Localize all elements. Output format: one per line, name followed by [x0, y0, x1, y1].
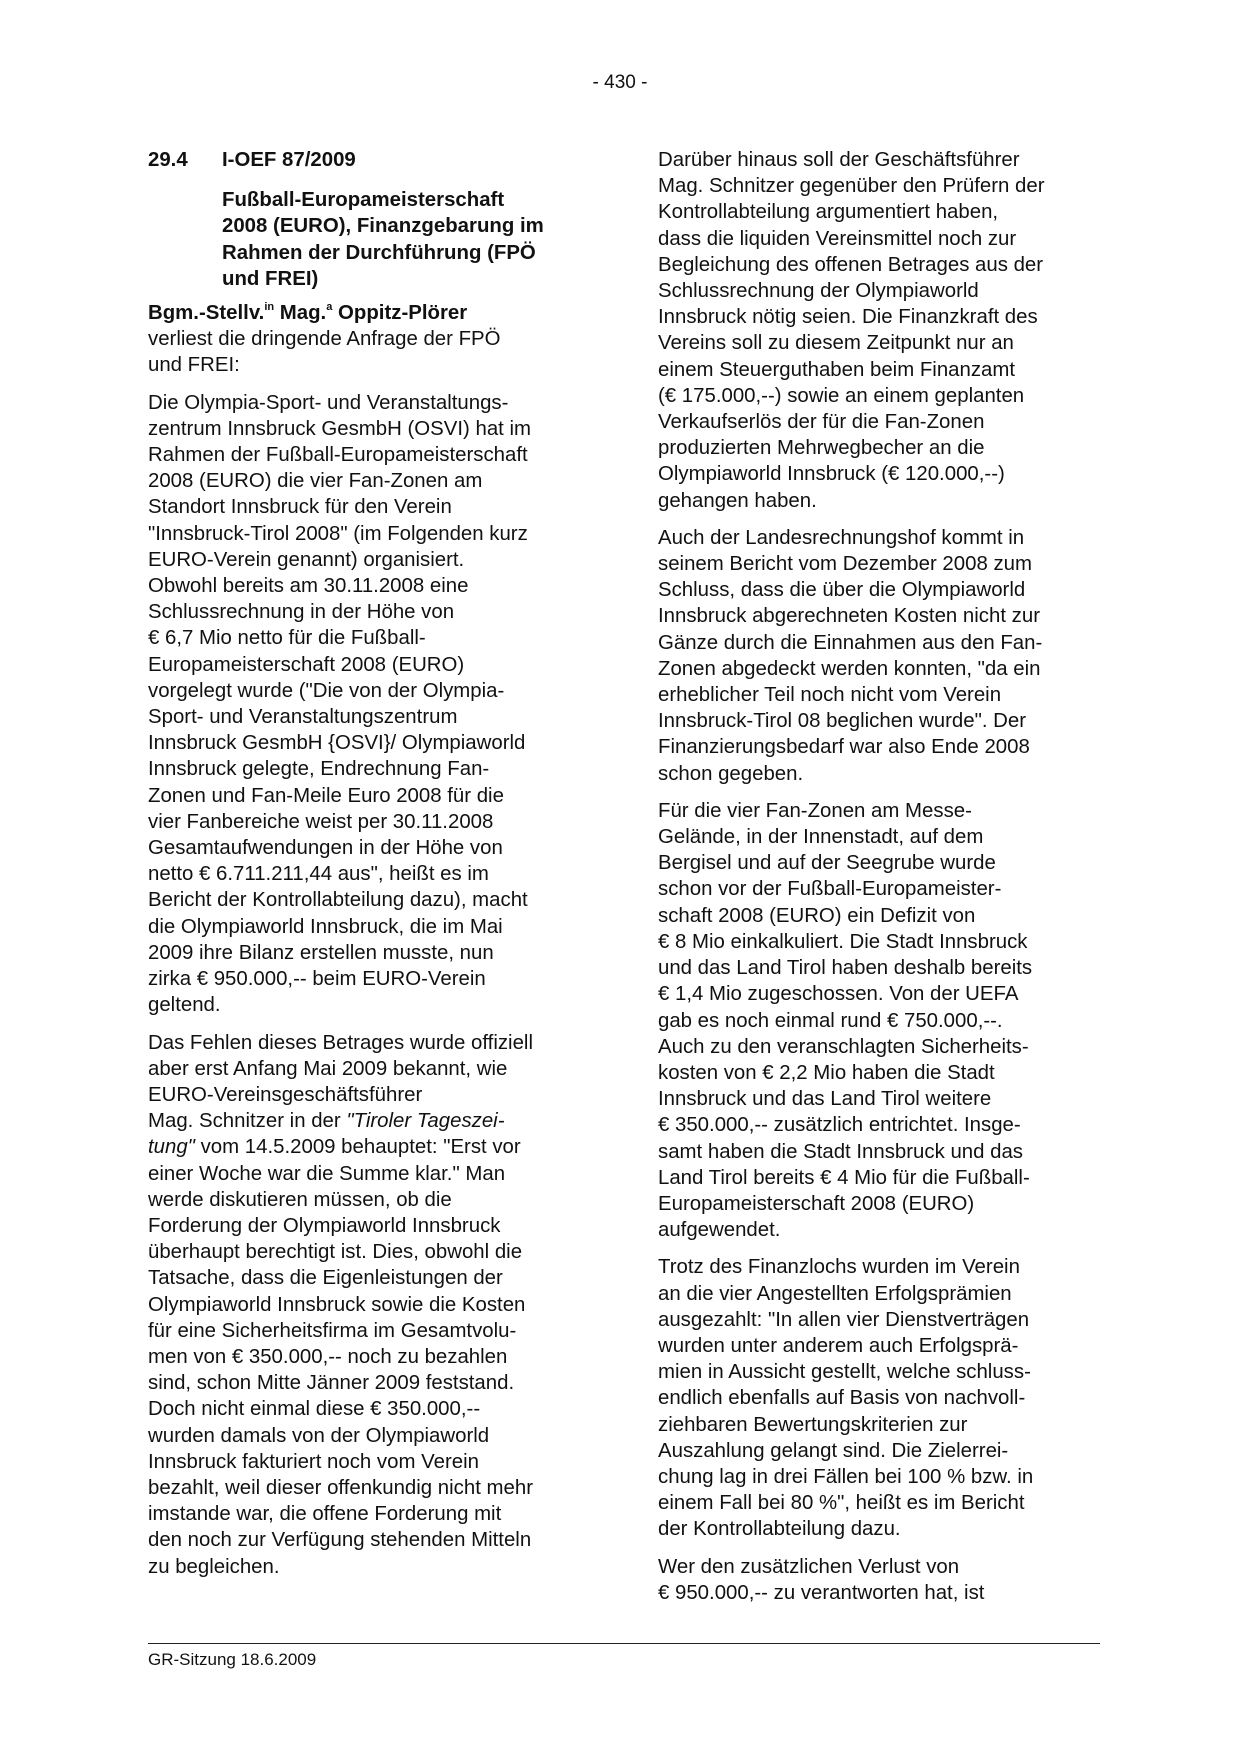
speaker-surname: Oppitz-Plörer [332, 302, 468, 325]
newspaper-name: "Tiroler Tageszei- tung" [148, 1110, 505, 1159]
item-subject: Fußball-Europameisterschaft 2008 (EURO), Finanzgebarung im Rahmen der Durchführung (FPÖ und FREI) [222, 189, 544, 290]
right-paragraph-4: Trotz des Finanzlochs wurden im Verein an die vier Angestellten Erfolgsprämien ausgezahlt: "In allen vier Dienstverträgen wurden unter anderem auch Erfolgsprä- mien in Aussicht gestellt, welche schluss- endlich ebenfalls auf Basis von nachvoll- ziehbaren Bewertungskriterien zur Auszahlung gelangt sind. Die Zielerrei- chung lag in drei Fällen bei 100 % bzw. in einem Fall bei 80 %", heißt es im Bericht der Kontrollabteilung dazu. [658, 1256, 1034, 1541]
item-heading [148, 147, 598, 173]
right-paragraph-3: Für die vier Fan-Zonen am Messe- Gelände, in der Innenstadt, auf dem Bergisel und auf der Seegrube wurde schon vor der Fußball-Europameister- schaft 2008 (EURO) ein Defizit von € 8 Mio einkalkuliert. Die Stadt Innsbruck und das Land Tirol haben deshalb bereits € 1,4 Mio zugeschossen. Von der UEFA gab es noch einmal rund € 750.000,--. Auch zu den veranschlagten Sicherheits- kosten von € 2,2 Mio haben die Stadt Innsbruck und das Land Tirol weitere € 350.000,-- zusätzlich entrichtet. Insge- samt haben die Stadt Innsbruck und das Land Tirol bereits € 4 Mio für die Fußball- Europameisterschaft 2008 (EURO) aufgewendet. [658, 799, 1033, 1242]
item-number: 29.4 [148, 149, 188, 171]
page-number: - 430 - [592, 72, 648, 93]
left-column [148, 147, 598, 1591]
speaker-sup-b: a [326, 301, 333, 314]
left-paragraph-2 [148, 1030, 598, 1580]
left-paragraph-2-text-a: Das Fehlen dieses Betrages wurde offiziell aber erst Anfang Mai 2009 bekannt, wie EURO-Vereinsgeschäftsführer Mag. Schnitzer in der [148, 1031, 533, 1133]
right-column [658, 147, 1110, 1617]
right-paragraph-1: Darüber hinaus soll der Geschäftsführer Mag. Schnitzer gegenüber den Prüfern der Kontrollabteilung argumentiert haben, dass die liquiden Vereinsmittel noch zur Begleichung des offenen Betrages aus der Schlussrechnung der Olympiaworld Innsbruck nötig seien. Die Finanzkraft des Vereins soll zu diesem Zeitpunkt nur an einem Steuerguthaben beim Finanzamt (€ 175.000,--) sowie an einem geplanten Verkaufserlös der für die Fan-Zonen produzierten Mehrwegbecher an die Olympiaworld Innsbruck (€ 120.000,--) gehangen haben. [658, 149, 1045, 512]
speaker-block [148, 300, 598, 379]
speaker-sup-a: in [264, 301, 275, 314]
right-paragraph-2: Auch der Landesrechnungshof kommt in seinem Bericht vom Dezember 2008 zum Schluss, dass die über die Olympiaworld Innsbruck abgerechneten Kosten nicht zur Gänze durch die Einnahmen aus den Fan- Zonen abgedeckt werden konnten, "da ein erheblicher Teil noch nicht vom Verein Innsbruck-Tirol 08 beglichen wurde". Der Finanzierungsbedarf war also Ende 2008 schon gegeben. [658, 526, 1043, 785]
speaker-title-a: Bgm.-Stellv. [148, 302, 265, 325]
footer-session-date: GR-Sitzung 18.6.2009 [148, 1650, 317, 1669]
right-paragraph-5: Wer den zusätzlichen Verlust von € 950.000,-- zu verantworten hat, ist [658, 1555, 985, 1604]
left-paragraph-2-text-b: vom 14.5.2009 behauptet: "Erst vor einer Woche war die Summe klar." Man werde diskutieren müssen, ob die Forderung der Olympiaworld Innsbruck überhaupt berechtigt ist. Dies, obwohl die Tatsache, dass die Eigenleistungen der Olympiaworld Innsbruck sowie die Kosten für eine Sicherheitsfirma im Gesamtvolu- men von € 350.000,-- noch zu bezahlen sind, schon Mitte Jänner 2009 feststand. Doch nicht einmal diese € 350.000,-- wurden damals von der Olympiaworld Innsbruck fakturiert noch vom Verein bezahlt, weil dieser offenkundig nicht mehr imstande war, die offene Forderung mit den noch zur Verfügung stehenden Mitteln zu begleichen. [148, 1136, 534, 1578]
speaker-intro: verliest die dringende Anfrage der FPÖ und FREI: [148, 328, 501, 377]
speaker-name [148, 300, 598, 326]
item-code: I-OEF 87/2009 [222, 149, 356, 171]
left-paragraph-1: Die Olympia-Sport- und Veranstaltungs- zentrum Innsbruck GesmbH (OSVI) hat im Rahmen der Fußball-Europameisterschaft 2008 (EURO) die vier Fan-Zonen am Standort Innsbruck für den Verein "Innsbruck-Tirol 2008" (im Folgenden kurz EURO-Verein genannt) organisiert. Obwohl bereits am 30.11.2008 eine Schlussrechnung in der Höhe von € 6,7 Mio netto für die Fußball- Europameisterschaft 2008 (EURO) vorgelegt wurde ("Die von der Olympia- Sport- und Veranstaltungszentrum Innsbruck GesmbH {OSVI}/ Olympiaworld Innsbruck gelegte, Endrechnung Fan- Zonen und Fan-Meile Euro 2008 für die vier Fanbereiche weist per 30.11.2008 Gesamtaufwendungen in der Höhe von netto € 6.711.211,44 aus", heißt es im Bericht der Kontrollabteilung dazu), macht die Olympiaworld Innsbruck, die im Mai 2009 ihre Bilanz erstellen musste, nun zirka € 950.000,-- beim EURO-Verein geltend. [148, 391, 532, 1017]
speaker-title-b: Mag. [274, 302, 327, 325]
footer-divider [148, 1643, 1100, 1644]
